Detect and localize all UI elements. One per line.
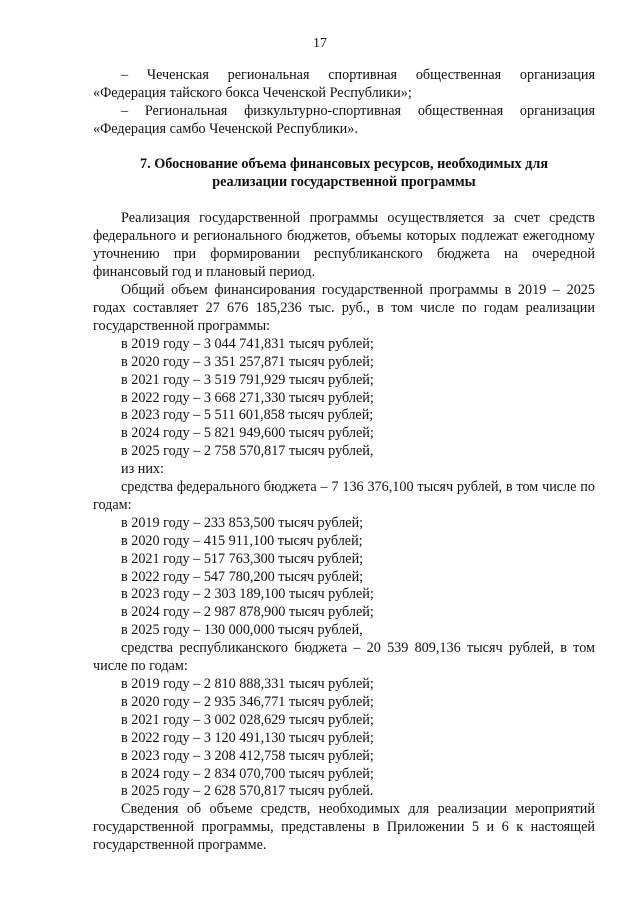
total-year-item: в 2022 году – 3 668 271,330 тысяч рублей; — [121, 389, 374, 406]
total-year-item: в 2020 году – 3 351 257,871 тысяч рублей; — [121, 353, 374, 370]
republic-year-item: в 2019 году – 2 810 888,331 тысяч рублей; — [121, 676, 374, 692]
federal-year-item: в 2023 году – 2 303 189,100 тысяч рублей; — [121, 586, 374, 603]
republic-year-item: в 2025 году – 2 628 570,817 тысяч рублей. — [121, 783, 374, 800]
closing-paragraph: Сведения об объеме средств, необходимых для реализации мероприятий государственной программы, представлены в Приложении 5 и 6 к настоящей государственной программе. — [93, 801, 595, 854]
republic-year-item: в 2022 году – 3 120 491,130 тысяч рублей; — [121, 729, 374, 746]
section-heading — [93, 156, 595, 192]
section-heading-line: реализации государственной программы — [212, 173, 476, 190]
federal-budget-paragraph: средства федерального бюджета – 7 136 376,100 тысяч рублей, в том числе по годам: — [93, 479, 595, 513]
federal-year-item: в 2021 году – 517 763,300 тысяч рублей; — [121, 550, 364, 567]
total-funding-paragraph: Общий объем финансирования государственной программы в 2019 – 2025 годах составляет 27 676 185,236 тыс. руб., в том числе по годам реализации государственной программы: — [93, 282, 595, 334]
federal-by-year-list — [93, 515, 595, 640]
federal-year-item: в 2019 году – 233 853,500 тысяч рублей; — [121, 514, 364, 531]
organization-item: – Чеченская региональная спортивная общественная организация «Федерация тайского бокса Чеченской Республики»; — [93, 67, 595, 101]
page-number: 17 — [313, 36, 327, 51]
total-year-item: в 2023 году – 5 511 601,858 тысяч рублей; — [121, 407, 374, 424]
federal-year-item: в 2022 году – 547 780,200 тысяч рублей; — [121, 568, 364, 585]
republic-year-item: в 2024 году – 2 834 070,700 тысяч рублей; — [121, 765, 374, 782]
of-which-label: из них: — [121, 461, 164, 478]
federal-year-item: в 2024 году – 2 987 878,900 тысяч рублей; — [121, 604, 374, 621]
republic-budget-paragraph: средства республиканского бюджета – 20 539 809,136 тысяч рублей, в том числе по годам: — [93, 640, 595, 675]
organization-item: – Региональная физкультурно-спортивная общественная организация «Федерация самбо Чеченской Республики». — [93, 102, 595, 137]
total-by-year-list — [93, 336, 595, 461]
total-year-item: в 2021 году – 3 519 791,929 тысяч рублей; — [121, 371, 374, 388]
federal-year-item: в 2020 году – 415 911,100 тысяч рублей; — [121, 532, 363, 549]
section-heading-line: 7. Обоснование объема финансовых ресурсов, необходимых для — [140, 155, 548, 172]
total-year-item: в 2024 году – 5 821 949,600 тысяч рублей; — [121, 425, 374, 442]
total-year-item: в 2025 году – 2 758 570,817 тысяч рублей, — [121, 443, 374, 460]
republic-by-year-list — [93, 676, 595, 801]
republic-year-item: в 2023 году – 3 208 412,758 тысяч рублей; — [121, 747, 374, 764]
page-content — [93, 67, 595, 855]
republic-year-item: в 2021 году – 3 002 028,629 тысяч рублей; — [121, 711, 374, 728]
total-year-item: в 2019 году – 3 044 741,831 тысяч рублей; — [121, 335, 374, 352]
intro-paragraph: Реализация государственной программы осуществляется за счет средств федерального и регионального бюджетов, объемы которых подлежат ежегодному уточнению при формировании республиканского бюджета на очередной финансовый год и плановый период. — [93, 210, 595, 281]
federal-year-item: в 2025 году – 130 000,000 тысяч рублей, — [121, 622, 363, 639]
republic-year-item: в 2020 году – 2 935 346,771 тысяч рублей; — [121, 693, 374, 710]
